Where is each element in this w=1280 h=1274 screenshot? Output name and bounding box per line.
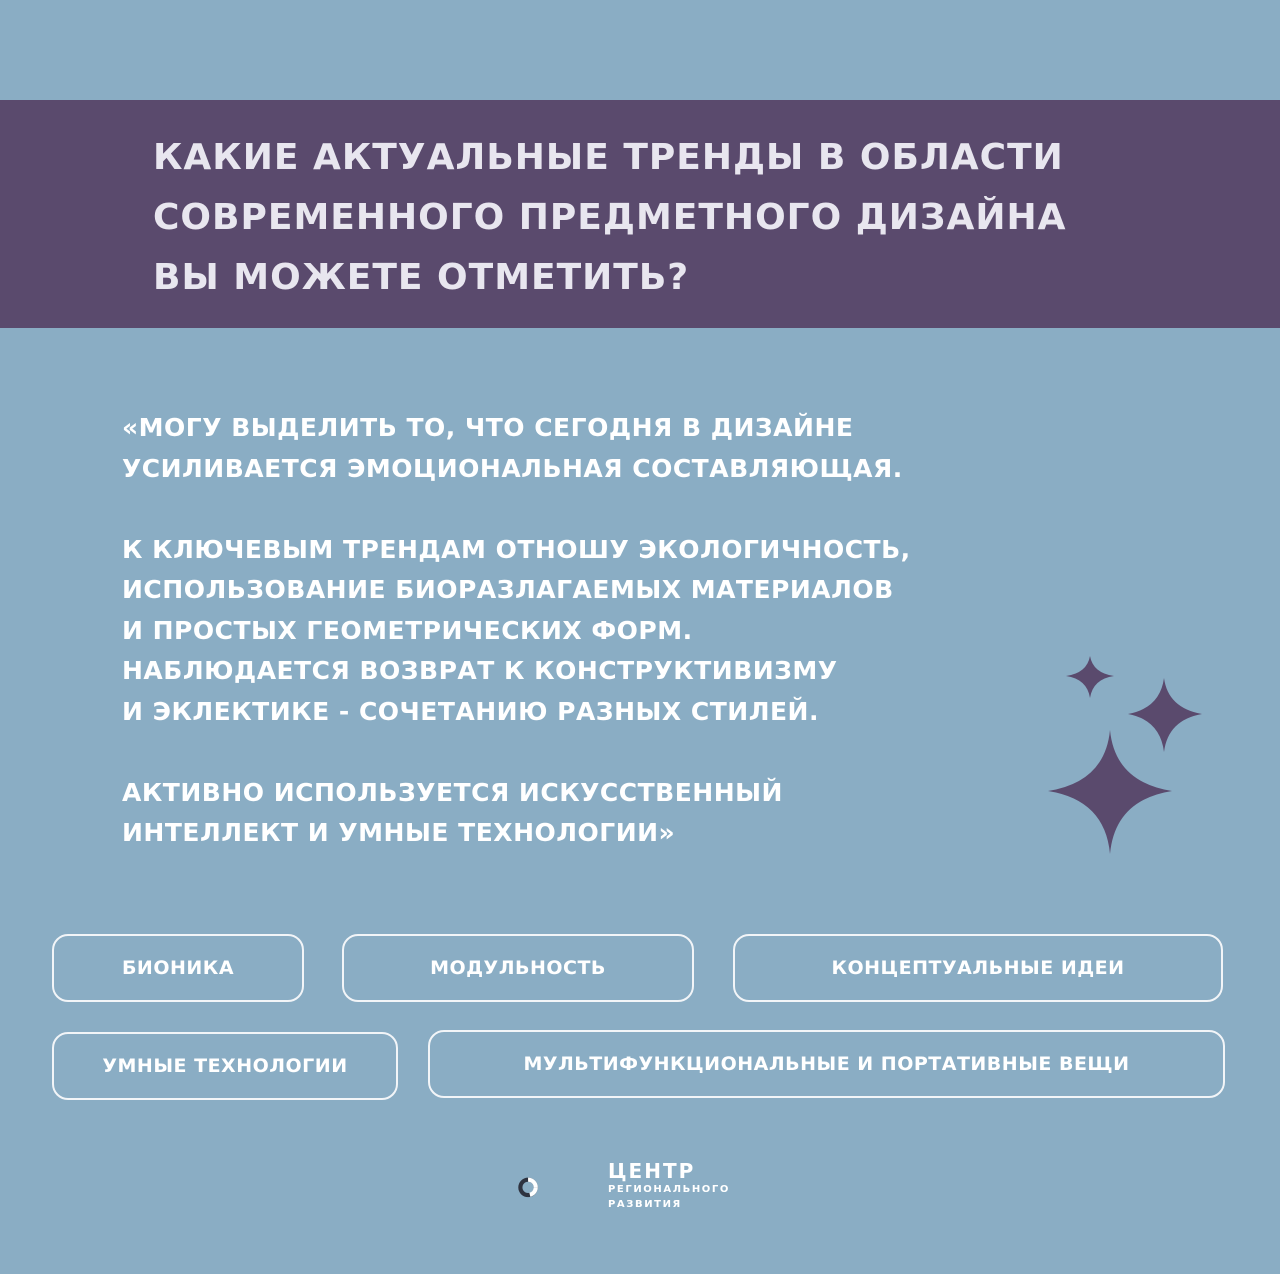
sparkle-medium-icon: [1128, 678, 1202, 752]
logo-line-2: РЕГИОНАЛЬНОГО: [608, 1184, 730, 1195]
logo-ring-icon: [520, 1180, 535, 1195]
quote-paragraph: [122, 408, 1072, 489]
tag-conceptual-ideas: КОНЦЕПТУАЛЬНЫЕ ИДЕИ: [733, 934, 1223, 1002]
quote-paragraph: [122, 530, 1072, 733]
quote-line: К КЛЮЧЕВЫМ ТРЕНДАМ ОТНОШУ ЭКОЛОГИЧНОСТЬ,: [122, 534, 911, 564]
quote-line: АКТИВНО ИСПОЛЬЗУЕТСЯ ИСКУССТВЕННЫЙ: [122, 777, 783, 807]
logo-line-3: РАЗВИТИЯ: [608, 1199, 682, 1210]
quote-block: [122, 408, 1072, 854]
tag-bionics: БИОНИКА: [52, 934, 304, 1002]
quote-line: УСИЛИВАЕТСЯ ЭМОЦИОНАЛЬНАЯ СОСТАВЛЯЮЩАЯ.: [122, 453, 903, 483]
tag-modularity: МОДУЛЬНОСТЬ: [342, 934, 694, 1002]
title-line: ВЫ МОЖЕТЕ ОТМЕТИТЬ?: [153, 257, 690, 298]
quote-line: ИСПОЛЬЗОВАНИЕ БИОРАЗЛАГАЕМЫХ МАТЕРИАЛОВ: [122, 575, 894, 604]
logo: [518, 1152, 598, 1224]
page-title: [153, 128, 1253, 308]
quote-paragraph: [122, 773, 1072, 854]
tag-smart-technologies: УМНЫЕ ТЕХНОЛОГИИ: [52, 1032, 398, 1100]
title-line: СОВРЕМЕННОГО ПРЕДМЕТНОГО ДИЗАЙНА: [153, 197, 1067, 238]
quote-line: И ЭКЛЕКТИКЕ - СОЧЕТАНИЮ РАЗНЫХ СТИЛЕЙ.: [122, 696, 819, 726]
logo-text: [608, 1160, 730, 1212]
sparkle-small-icon: [1066, 656, 1114, 698]
sparkles-decoration: [1040, 650, 1210, 860]
logo-line-1: ЦЕНТР: [608, 1159, 696, 1183]
sparkle-large-icon: [1048, 730, 1172, 854]
quote-line: ИНТЕЛЛЕКТ И УМНЫЕ ТЕХНОЛОГИИ»: [122, 818, 676, 847]
quote-line: НАБЛЮДАЕТСЯ ВОЗВРАТ К КОНСТРУКТИВИЗМУ: [122, 656, 838, 685]
title-line: КАКИЕ АКТУАЛЬНЫЕ ТРЕНДЫ В ОБЛАСТИ: [153, 137, 1064, 178]
quote-line: И ПРОСТЫХ ГЕОМЕТРИЧЕСКИХ ФОРМ.: [122, 615, 693, 645]
tag-multifunctional-portable: МУЛЬТИФУНКЦИОНАЛЬНЫЕ И ПОРТАТИВНЫЕ ВЕЩИ: [428, 1030, 1225, 1098]
quote-line: «МОГУ ВЫДЕЛИТЬ ТО, ЧТО СЕГОДНЯ В ДИЗАЙНЕ: [122, 413, 854, 442]
